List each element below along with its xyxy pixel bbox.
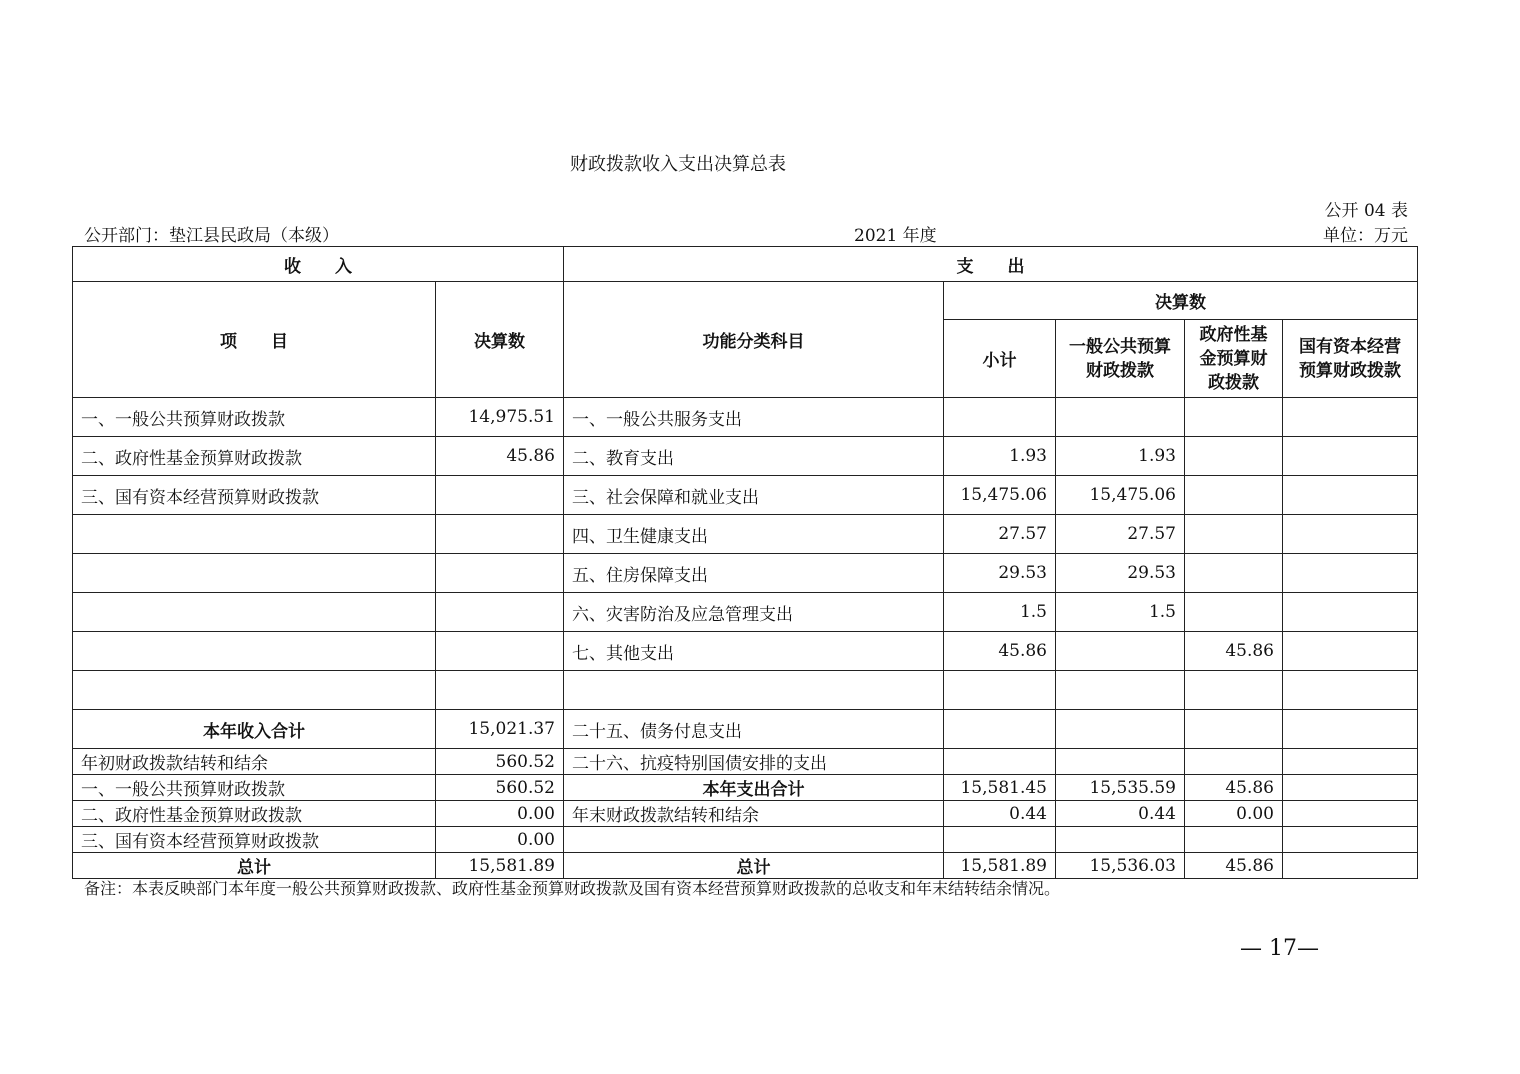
cell-gov-fund bbox=[1185, 554, 1283, 593]
cell-state-capital bbox=[1283, 775, 1418, 801]
cell-item bbox=[73, 593, 436, 632]
cell-state-capital bbox=[1283, 593, 1418, 632]
cell-amount bbox=[436, 476, 564, 515]
cell-subtotal bbox=[944, 710, 1056, 749]
general-budget-header: 一般公共预算财政拨款 bbox=[1056, 320, 1185, 398]
cell-state-capital bbox=[1283, 853, 1418, 879]
table-row bbox=[73, 398, 1418, 437]
cell-amount: 0.00 bbox=[436, 827, 564, 853]
cell-item bbox=[73, 515, 436, 554]
cell-func: 七、其他支出 bbox=[564, 632, 944, 671]
cell-amount bbox=[436, 593, 564, 632]
cell-amount: 560.52 bbox=[436, 749, 564, 775]
table-row bbox=[73, 593, 1418, 632]
cell-func: 六、灾害防治及应急管理支出 bbox=[564, 593, 944, 632]
cell-item: 本年收入合计 bbox=[73, 710, 436, 749]
cell-subtotal: 29.53 bbox=[944, 554, 1056, 593]
item-header: 项 目 bbox=[73, 282, 436, 398]
cell-subtotal bbox=[944, 827, 1056, 853]
function-category-header: 功能分类科目 bbox=[564, 282, 944, 398]
cell-func bbox=[564, 671, 944, 710]
table-row bbox=[73, 827, 1418, 853]
cell-state-capital bbox=[1283, 437, 1418, 476]
form-number: 公开 04 表 bbox=[1324, 201, 1408, 221]
amount-header: 决算数 bbox=[436, 282, 564, 398]
cell-amount: 45.86 bbox=[436, 437, 564, 476]
cell-amount: 560.52 bbox=[436, 775, 564, 801]
department-label: 公开部门：垫江县民政局（本级） bbox=[84, 226, 339, 246]
cell-gov-fund bbox=[1185, 398, 1283, 437]
cell-state-capital bbox=[1283, 554, 1418, 593]
cell-gov-fund bbox=[1185, 515, 1283, 554]
cell-func: 四、卫生健康支出 bbox=[564, 515, 944, 554]
cell-gov-fund bbox=[1185, 749, 1283, 775]
unit-label: 单位：万元 bbox=[1323, 226, 1408, 246]
cell-subtotal: 1.5 bbox=[944, 593, 1056, 632]
cell-func bbox=[564, 827, 944, 853]
cell-gov-fund bbox=[1185, 671, 1283, 710]
cell-func: 二十五、债务付息支出 bbox=[564, 710, 944, 749]
table-row bbox=[73, 554, 1418, 593]
cell-state-capital bbox=[1283, 749, 1418, 775]
table-row bbox=[73, 632, 1418, 671]
cell-item: 总计 bbox=[73, 853, 436, 879]
cell-general bbox=[1056, 632, 1185, 671]
cell-func: 二十六、抗疫特别国债安排的支出 bbox=[564, 749, 944, 775]
cell-func: 本年支出合计 bbox=[564, 775, 944, 801]
table-note: 备注：本表反映部门本年度一般公共预算财政拨款、政府性基金预算财政拨款及国有资本经营预算财政拨款的总收支和年末结转结余情况。 bbox=[84, 879, 1061, 898]
cell-amount bbox=[436, 671, 564, 710]
cell-subtotal: 45.86 bbox=[944, 632, 1056, 671]
cell-general: 29.53 bbox=[1056, 554, 1185, 593]
cell-general: 1.5 bbox=[1056, 593, 1185, 632]
cell-gov-fund: 45.86 bbox=[1185, 632, 1283, 671]
cell-general: 15,535.59 bbox=[1056, 775, 1185, 801]
fiscal-year: 2021 年度 bbox=[854, 226, 937, 246]
cell-general bbox=[1056, 671, 1185, 710]
cell-state-capital bbox=[1283, 801, 1418, 827]
cell-amount bbox=[436, 554, 564, 593]
cell-general bbox=[1056, 710, 1185, 749]
table-row bbox=[73, 437, 1418, 476]
cell-func: 总计 bbox=[564, 853, 944, 879]
page-title: 财政拨款收入支出决算总表 bbox=[570, 154, 786, 175]
cell-amount bbox=[436, 632, 564, 671]
cell-gov-fund: 45.86 bbox=[1185, 853, 1283, 879]
table-row bbox=[73, 775, 1418, 801]
cell-subtotal: 1.93 bbox=[944, 437, 1056, 476]
cell-item: 三、国有资本经营预算财政拨款 bbox=[73, 476, 436, 515]
cell-subtotal: 15,581.45 bbox=[944, 775, 1056, 801]
cell-func: 二、教育支出 bbox=[564, 437, 944, 476]
cell-subtotal bbox=[944, 671, 1056, 710]
cell-state-capital bbox=[1283, 398, 1418, 437]
cell-func: 一、一般公共服务支出 bbox=[564, 398, 944, 437]
cell-amount: 0.00 bbox=[436, 801, 564, 827]
cell-general: 1.93 bbox=[1056, 437, 1185, 476]
state-capital-header: 国有资本经营预算财政拨款 bbox=[1283, 320, 1418, 398]
cell-general: 27.57 bbox=[1056, 515, 1185, 554]
cell-gov-fund bbox=[1185, 437, 1283, 476]
cell-gov-fund bbox=[1185, 827, 1283, 853]
cell-state-capital bbox=[1283, 827, 1418, 853]
cell-item bbox=[73, 554, 436, 593]
cell-amount: 15,581.89 bbox=[436, 853, 564, 879]
cell-item: 二、政府性基金预算财政拨款 bbox=[73, 801, 436, 827]
subtotal-header: 小计 bbox=[944, 320, 1056, 398]
gov-fund-header: 政府性基金预算财政拨款 bbox=[1185, 320, 1283, 398]
cell-amount: 14,975.51 bbox=[436, 398, 564, 437]
cell-subtotal bbox=[944, 749, 1056, 775]
final-amount-header: 决算数 bbox=[944, 282, 1418, 320]
cell-state-capital bbox=[1283, 515, 1418, 554]
cell-state-capital bbox=[1283, 710, 1418, 749]
cell-state-capital bbox=[1283, 632, 1418, 671]
header-row-1 bbox=[73, 247, 1418, 282]
budget-table bbox=[72, 246, 1418, 879]
cell-general: 0.44 bbox=[1056, 801, 1185, 827]
cell-item: 年初财政拨款结转和结余 bbox=[73, 749, 436, 775]
cell-item: 三、国有资本经营预算财政拨款 bbox=[73, 827, 436, 853]
cell-state-capital bbox=[1283, 671, 1418, 710]
cell-item: 一、一般公共预算财政拨款 bbox=[73, 398, 436, 437]
cell-subtotal: 15,581.89 bbox=[944, 853, 1056, 879]
cell-gov-fund bbox=[1185, 710, 1283, 749]
cell-func: 五、住房保障支出 bbox=[564, 554, 944, 593]
cell-item bbox=[73, 671, 436, 710]
cell-subtotal: 0.44 bbox=[944, 801, 1056, 827]
cell-general: 15,536.03 bbox=[1056, 853, 1185, 879]
expense-header: 支 出 bbox=[564, 247, 1418, 282]
table-row bbox=[73, 710, 1418, 749]
cell-subtotal: 15,475.06 bbox=[944, 476, 1056, 515]
cell-item: 二、政府性基金预算财政拨款 bbox=[73, 437, 436, 476]
cell-item: 一、一般公共预算财政拨款 bbox=[73, 775, 436, 801]
cell-general bbox=[1056, 827, 1185, 853]
table-row bbox=[73, 853, 1418, 879]
cell-state-capital bbox=[1283, 476, 1418, 515]
cell-general bbox=[1056, 749, 1185, 775]
table-row bbox=[73, 671, 1418, 710]
header-row-2 bbox=[73, 282, 1418, 320]
cell-func: 三、社会保障和就业支出 bbox=[564, 476, 944, 515]
cell-amount bbox=[436, 515, 564, 554]
table-row bbox=[73, 515, 1418, 554]
cell-item bbox=[73, 632, 436, 671]
cell-gov-fund: 0.00 bbox=[1185, 801, 1283, 827]
table-row bbox=[73, 801, 1418, 827]
cell-gov-fund bbox=[1185, 593, 1283, 632]
table-row bbox=[73, 749, 1418, 775]
page-number: — 17— bbox=[1240, 936, 1319, 961]
cell-subtotal: 27.57 bbox=[944, 515, 1056, 554]
cell-general bbox=[1056, 398, 1185, 437]
table-row bbox=[73, 476, 1418, 515]
cell-gov-fund: 45.86 bbox=[1185, 775, 1283, 801]
cell-gov-fund bbox=[1185, 476, 1283, 515]
cell-subtotal bbox=[944, 398, 1056, 437]
cell-func: 年末财政拨款结转和结余 bbox=[564, 801, 944, 827]
cell-amount: 15,021.37 bbox=[436, 710, 564, 749]
cell-general: 15,475.06 bbox=[1056, 476, 1185, 515]
income-header: 收 入 bbox=[73, 247, 564, 282]
